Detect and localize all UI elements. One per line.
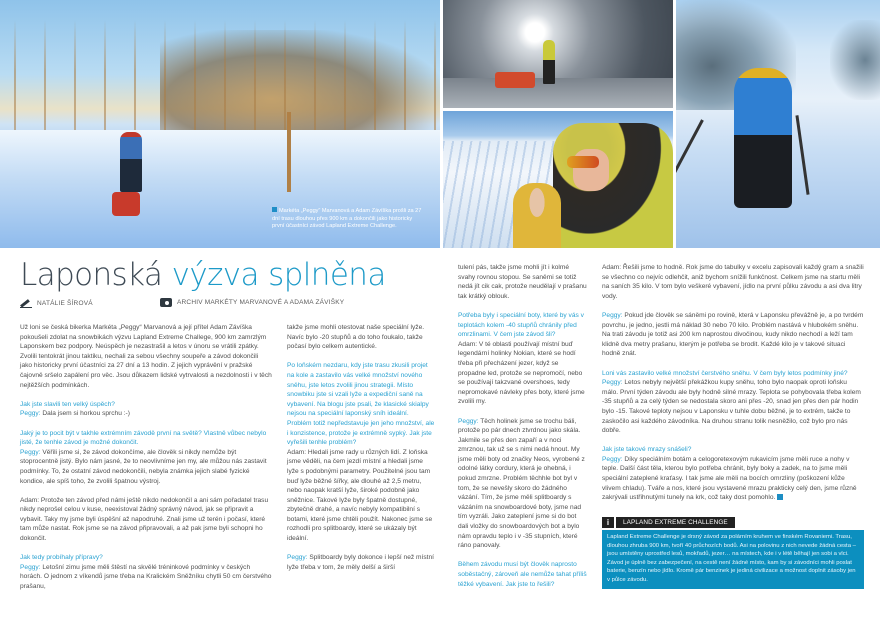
- question: Během závodu musí být člověk naprosto soběstačný, zároveň ale nemůže tahat příliš těžké vybavení. Jak jste to řešili?: [458, 561, 587, 588]
- speaker-label: Peggy:: [602, 311, 623, 319]
- continued-paragraph: takže jsme mohli otestovat naše speciální lyže. Navíc bylo -20 stupňů a do toho foukalo, takže počasí bylo celkem autentické.: [287, 324, 425, 351]
- photo-skier-blue-jacket: [676, 0, 880, 248]
- answer: Dala jsem si horkou sprchu :-): [40, 410, 130, 418]
- speaker-label: Peggy:: [602, 455, 623, 463]
- answer-paragraph: Adam: Hledali jsme rady u různých lidí. Z loňska jsme věděli, na čem jezdí místní a hledali jsme lyže s podobnými parametry. Použitelné jsou tam buď lyže běžné šířky, ale dlouhé až 2,5 metru, nebo naopak kratší lyže, široké podobně jako sněžnice. Takové lyže byly špatně dostupné, zbytečně drahé, a navíc nebyly kompatibilní s botami, které jsme chtěli použít. Nakonec jsme se rozhodli pro splitboardy, které se ukázaly být ideální.: [287, 448, 433, 543]
- photo-credit-byline: [160, 298, 344, 307]
- goggles: [567, 156, 599, 168]
- camera-icon: [160, 298, 172, 307]
- answer-paragraph: Adam: Protože ten závod před námi ještě nikdo nedokončil a ani sám pořadatel trasu nikdy neprošel celou v kuse, neexistoval žádný správný návod, jak se připravit a vybavit. Taky my jsme byli úspěšní až napodruhé. Znali jsme už terén i počasí, které tam může nastat. Rok jsme se na závod připravovali, a až pak jsme byli schopni ho dokončit.: [20, 496, 269, 543]
- infobox-header: [602, 517, 735, 528]
- skier-figure: [120, 132, 142, 192]
- walker-figure: [543, 40, 555, 84]
- trail-marker: [287, 112, 291, 192]
- question: Jak jste slavili ten velký úspěch?: [20, 400, 115, 408]
- question: Potřeba byly i speciální boty, které by vás v teplotách kolem -40 stupňů chránily před omrzlinami. V čem jste závod šli?: [458, 311, 584, 339]
- title-part-2: výzva splněna: [171, 257, 386, 293]
- woman-figure: [513, 183, 561, 248]
- qa-block: [20, 553, 272, 591]
- qa-block: [602, 445, 864, 503]
- article-title: [20, 257, 386, 293]
- answer: Těch holinek jsme se trochu báli, protože po pár dnech ztvrdnou jako skála. Jakmile se přes den zapaří a v noci zmrznou, tak už se s nimi nedá hnout. My jsme měli boty od značky Neos, vyrobené z odolné látky cordury, která je ohebná, i pokud zmrzne. Problém těchhle bot byl v tom, že se nevešly skoro do žádného vázání. Tím, že jsme měli splitboardy s vázáním na snowboardové boty, jsme nad tím vyzráli. Jako zateplení jsme si do bot dali vložky do snowboardových bot a bylo nám opravdu teplo i v -35 stupních, které ráno panovaly.: [458, 417, 585, 550]
- ski-pole: [676, 119, 704, 226]
- infobox-title: LAPLAND EXTREME CHALLENGE: [616, 517, 735, 528]
- answer: Věřili jsme si, že závod dokončíme, ale člověk si nikdy nemůže být stoprocentně jistý. Bylo nám jasné, že to neovlivníme jen my, ale můžou nás zastavit podmínky. To, že ostatní závod nedokončili, nebyla známka jejich slabé fyzické kondice, ale spíš toho, že zvolili špatnou výstroj.: [20, 448, 267, 485]
- end-of-article-icon: [777, 494, 783, 500]
- caption-square-icon: [272, 207, 277, 212]
- author-byline: [20, 298, 93, 308]
- question: Loni vás zastavilo velké množství čerstvého sněhu. V čem byly letos podmínky jiné?: [602, 369, 848, 377]
- qa-block: [458, 311, 588, 340]
- photo-snowstorm: [443, 0, 673, 108]
- skier-figure: [734, 68, 792, 208]
- photo-selfie-frozen-lake: [443, 111, 673, 248]
- answer: Splitboardy byly dokonce i lepší než místní lyže třeba v tom, že měly delší a širší: [287, 554, 434, 571]
- qa-block: [458, 560, 588, 589]
- red-sled: [112, 192, 140, 216]
- qa-block: [287, 553, 435, 572]
- question: Po loňském nezdaru, kdy jste trasu zkusili projet na kole a zastavilo vás velké množství nového sněhu, jste letos zvolili jinou strategii. Místo snowbiku jste si vzali lyže a expediční saně na vybavení. Na blogu jste psali, že klasické skialpy nejsou na speciální laponský sníh ideální. Problém totiž nepředstavuje jen jeho množství, ale i konzistence, protože je extrémně sypký. Jak jste vyřešili tenhle problém?: [287, 362, 435, 447]
- qa-block: [20, 400, 272, 419]
- red-sled: [495, 72, 535, 88]
- qa-block: [20, 429, 272, 487]
- continued-paragraph: tulení pás, takže jsme mohli jít i kolmé svahy rovnou stopou. Se saněmi se totiž nedá jít cik cak, protože neudělají v prašanu tak krátký oblouk.: [458, 264, 587, 300]
- question: Jaký je to pocit být v takhle extrémním závodě první na světě? Vlastně vůbec nebylo jisté, že tenhle závod je možné dokončit.: [20, 429, 267, 447]
- article-column-4: [602, 263, 864, 512]
- answer-paragraph: Adam: Řešili jsme to hodně. Rok jsme do tabulky v excelu zapisovali každý gram a snažili se všechno co nejvíc odlehčit, aniž bychom snížili funkčnost. Celkem jsme na startu měli na saních 35 kilo. V tom bylo veškeré vybavení, jídlo na první půlku závodu a asi dva litry vody.: [602, 264, 864, 300]
- answer: Díky speciálním botám a celogoretexovým rukavicím jsme měli ruce a nohy v teple. Další část těla, kterou bylo potřeba chránit, byly boky a zadek, na to jsme měli speciální zateplené kraťasy. I tak jsme ale měli na bocích omrzliny (poškození kůže vlivem chladu). Tváře a nos, které jsou vystavené mrazu prakticky celý den, jsme různě zakrývali ustřihnutými tunely na krk, což taky dost pomohlo.: [602, 455, 857, 502]
- speaker-label: Peggy:: [287, 554, 308, 562]
- speaker-label: Peggy:: [458, 417, 479, 425]
- qa-block: [458, 417, 588, 551]
- ski-pole: [795, 115, 809, 195]
- qa-block: [287, 361, 435, 447]
- answer: Pokud jde člověk se sáněmi po rovině, která v Laponsku převážně je, a po tvrdém povrchu, je jedno, jestli má náklad 30 nebo 70 kilo. Problém nastává v hlubokém sněhu. Na trati závodu je totiž asi 200 km naprostou divočinou, kudy nikdo nechodí a leží tam klidně dva metry prašanu, kterým je potřeba se brodit. Každé kilo je v takové situaci hodně znát.: [602, 311, 864, 358]
- question: Jak jste takové mrazy snášeli?: [602, 446, 692, 454]
- photo-credit: ARCHIV MARKÉTY MARVANOVÉ A ADAMA ZÁVIŠKY: [177, 299, 345, 306]
- snowy-forest-right: [830, 20, 880, 100]
- article-column-3: [458, 263, 588, 599]
- snow-ground: [443, 78, 673, 108]
- speaker-label: Peggy:: [20, 563, 41, 571]
- author-name: NATÁLIE ŠÍROVÁ: [37, 299, 93, 307]
- speaker-label: Peggy:: [20, 448, 41, 456]
- info-icon: i: [602, 517, 614, 528]
- question: Jak tedy probíhaly přípravy?: [20, 554, 103, 562]
- article-column-1: [20, 323, 272, 601]
- qa-block: [602, 369, 864, 436]
- answer: Letošní zimu jsme měli štěstí na skvělé tréninkové podmínky v českých horách. O jednom z víkendů jsme třeba na Kralickém Sněžníku chytli 50 cm čerstvého prašanu,: [20, 563, 272, 591]
- infobox-body: Lapland Extreme Challenge je drsný závod za polárním kruhem ve finském Rovaniemi. Trasu, dlouhou zhruba 900 km, tvoří 40 průchozích bodů. Asi na polovinu z nich nevede žádná cesta – jsou umístěny uprostřed lesů, mokřadů, jezer… na místech, kde i v létě běhají jen sobi a vlci. Závod je úplně bez zabezpečení, na cestě není žádné místo, kam by si závodníci mohli poslat baterie, benzín nebo jídlo. Kromě pár benzinek je jediná civilizace a možnost doplnit zásoby jen v půlce závodu.: [602, 530, 864, 589]
- answer: Letos nebyly největší překážkou kupy sněhu, toho bylo naopak oproti loňsku málo. První týden závodu ale byly hodně silné mrazy. Teplota se pohybovala třeba kolem -35 stupňů a za celý týden se nedostala skoro ani přes -20, snad jen přes den pár hodin bylo -15. Takové teploty nejsou v Laponsku v tuhle dobu běžné, je to extrém, takže to zaskočilo asi každého závodníka. Na druhou stranu tolik nesněžilo, což bylo pro nás dobře.: [602, 379, 861, 435]
- article-column-2: [287, 323, 435, 582]
- pen-icon: [20, 298, 32, 308]
- answer-paragraph: Adam: V té oblasti používají místní buď legendární holinky Nokian, které se hodí třeba při přecházení jezer, když se propadne led, protože se nepromočí, nebo se používají takzvané overshoes, tedy nepromokavé návleky přes boty, které jsme zvolili my.: [458, 340, 585, 406]
- intro-paragraph: Už loni se česká bikerka Markéta „Peggy“ Marvanová a její přítel Adam Závíška pokoušeli zdolat na snowbikách výzvu Lapland Extreme Challege, 900 km zamrzlým Laponskem bez podpory. Neúspěch je nezastrašil a letos v únoru se vrátili zpátky. Zvolili tentokrát jinou taktiku, nechali za sebou všechny soupeře a závod dokončili jako historicky první účastníci za 27 dní a 13 hodin. Z jejich vyprávění v pražské čajovně sršelo zapálení pro věc. Jsou důkazem lidské vytrvalosti a nezdolnosti i v těch nejtěžších podmínkách.: [20, 324, 272, 389]
- photo-caption: [272, 207, 422, 231]
- title-part-1: Laponská: [20, 257, 172, 293]
- qa-block: [602, 311, 864, 359]
- caption-text: Markéta „Peggy“ Marvanová a Adam Závíška prošli za 27 dní trasu dlouhou přes 900 km a dokončili jako historicky první účastníci závod Lapland Extreme Challenge.: [272, 208, 422, 230]
- speaker-label: Peggy:: [20, 410, 41, 418]
- speaker-label: Peggy:: [602, 379, 623, 387]
- man-figure: [553, 123, 673, 248]
